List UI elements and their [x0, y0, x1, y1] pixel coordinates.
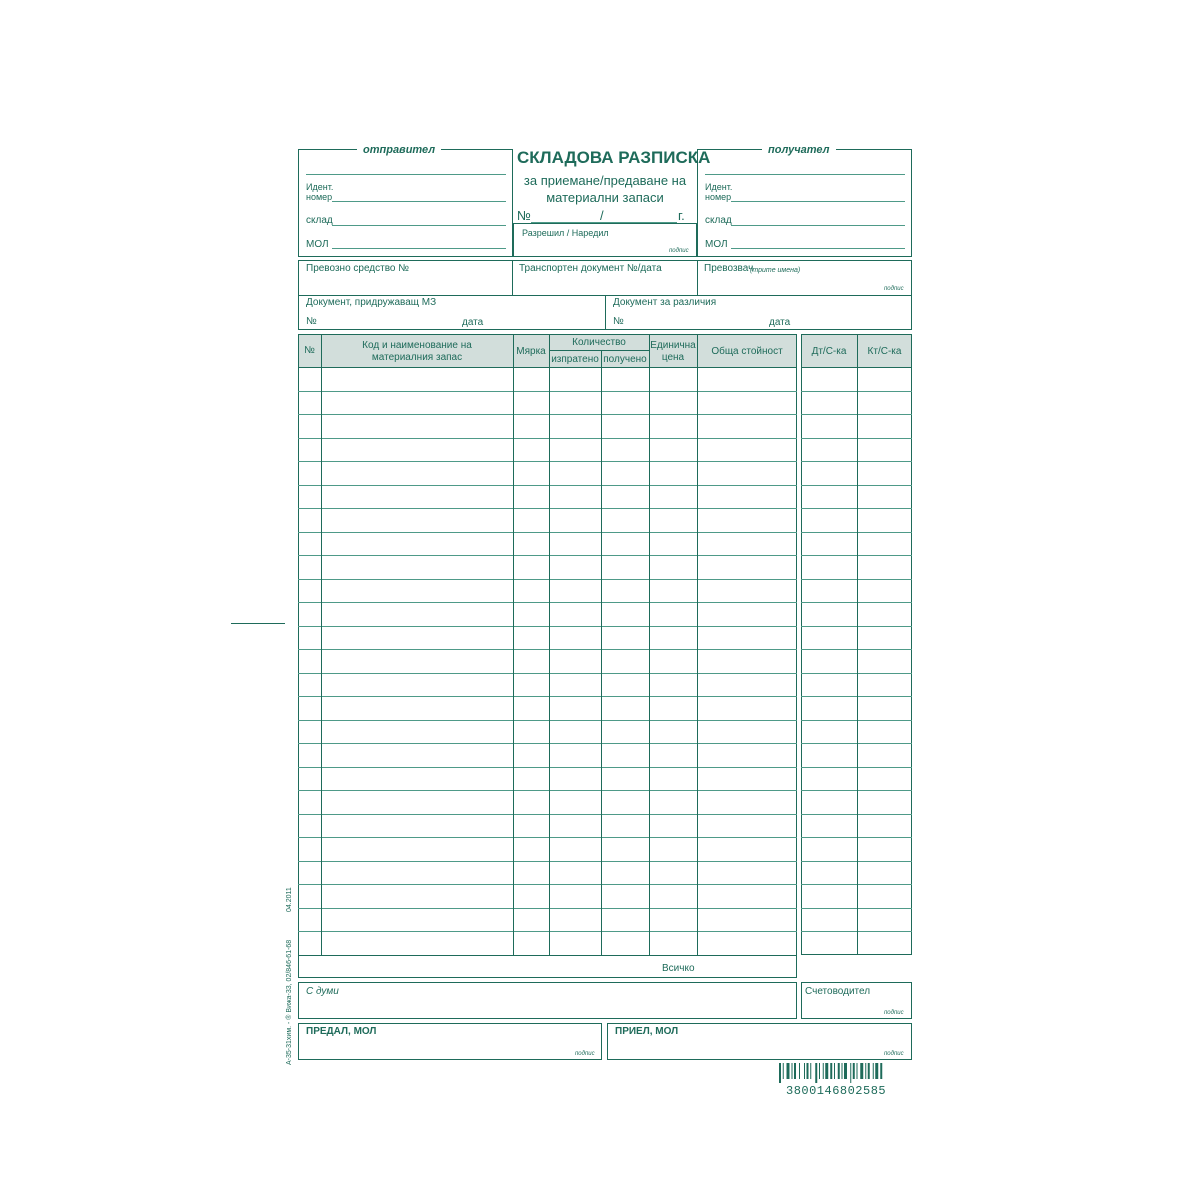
sender-ident-label2: номер — [306, 192, 333, 202]
table-row-line — [298, 649, 797, 650]
transport-div1 — [512, 260, 513, 295]
table-row-line — [298, 579, 797, 580]
sender-mol-line — [332, 248, 506, 249]
diff-doc-label: Документ за различия — [613, 297, 717, 308]
col-header-no: № — [304, 345, 315, 356]
table-row-line — [298, 720, 797, 721]
authorized-signature: подпис — [669, 248, 689, 254]
table-row-line — [298, 837, 797, 838]
receiver-mol-label: МОЛ — [705, 239, 728, 250]
col-header-qty: Количество — [572, 337, 626, 348]
table-col-line — [549, 334, 550, 955]
table-row-line — [298, 626, 797, 627]
barcode-number: 3800146802585 — [786, 1084, 887, 1098]
receiver-legend: получател — [762, 144, 836, 156]
col-header-total: Обща стойност — [711, 346, 783, 357]
sender-ident-line — [332, 201, 506, 202]
side-print-code: А-35-31хим. - ® Вижа-33, 02/846-61-68 — [286, 939, 293, 1065]
table-row-line — [298, 461, 797, 462]
carrier-signature: подпис — [884, 286, 904, 292]
table-row-line — [298, 884, 797, 885]
accompanying-doc-date: дата — [462, 317, 484, 328]
accountant-label: Счетоводител — [805, 986, 871, 997]
col-header-code-2: материалния запас — [371, 352, 463, 363]
sender-mol-label: МОЛ — [306, 239, 329, 250]
handed-label: ПРЕДАЛ, МОЛ — [306, 1026, 377, 1037]
sender-box — [298, 149, 513, 257]
table-row-line — [298, 602, 797, 603]
sender-warehouse-label: склад — [306, 215, 333, 226]
carrier-label: Превозвач — [704, 263, 754, 274]
table-row-line — [298, 908, 797, 909]
form-title: СКЛАДОВА РАЗПИСКА — [517, 148, 711, 167]
table-row-line — [298, 931, 797, 932]
in-words-label: С думи — [306, 986, 339, 997]
form-subtitle-2: материални запаси — [546, 190, 664, 205]
receiver-warehouse-line — [731, 225, 905, 226]
form-year: г. — [678, 208, 685, 223]
col-header-kt: Кт/С-ка — [867, 346, 902, 357]
receiver-ident-label1: Идент. — [705, 182, 733, 192]
table-row-line — [298, 790, 797, 791]
table-row-line — [298, 555, 797, 556]
diff-doc-no: № — [613, 316, 624, 327]
table-row-line — [298, 743, 797, 744]
qty-header-split — [549, 350, 649, 351]
table-row-line — [298, 414, 797, 415]
table-col-line — [697, 334, 698, 955]
docs-div — [605, 295, 606, 330]
col-header-dt: Дт/С-ка — [811, 346, 847, 357]
handed-signature: подпис — [575, 1051, 595, 1057]
sender-legend: отправител — [357, 144, 441, 156]
receiver-line — [705, 174, 905, 175]
table-row-line — [298, 508, 797, 509]
side-print-date: 04.2011 — [286, 887, 293, 912]
form-number-slash: / — [600, 208, 604, 223]
col-header-sent: изпратено — [551, 354, 599, 365]
col-header-code-1: Код и наименование на — [362, 340, 472, 351]
sender-line — [306, 174, 506, 175]
table-col-line — [513, 334, 514, 955]
authorized-label: Разрешил / Наредил — [522, 228, 609, 238]
col-header-unit: Мярка — [516, 346, 546, 357]
in-words-box — [298, 982, 797, 1019]
table-row-line — [298, 767, 797, 768]
receiver-mol-line — [731, 248, 905, 249]
header-bottom-main — [298, 367, 797, 368]
received-signature: подпис — [884, 1051, 904, 1057]
table-col-line — [649, 334, 650, 955]
receiver-ident-label2: номер — [705, 192, 732, 202]
accompanying-doc-no: № — [306, 316, 317, 327]
table-row-line — [298, 391, 797, 392]
sender-warehouse-line — [332, 225, 506, 226]
accountant-signature: подпис — [884, 1010, 904, 1016]
carrier-note: (трите имена) — [750, 267, 801, 274]
table-col-line — [321, 334, 322, 955]
table-row-line — [298, 438, 797, 439]
sender-ident-label1: Идент. — [306, 182, 334, 192]
receiver-ident-line — [731, 201, 905, 202]
accounts-col-line — [857, 334, 858, 955]
table-row-line — [298, 485, 797, 486]
table-row-line — [298, 814, 797, 815]
margin-mark — [231, 623, 285, 624]
receiver-warehouse-label: склад — [705, 215, 732, 226]
barcode-image — [779, 1063, 913, 1083]
transport-div2 — [697, 260, 698, 295]
diff-doc-date: дата — [769, 317, 791, 328]
received-label: ПРИЕЛ, МОЛ — [615, 1026, 679, 1037]
form-subtitle-1: за приемане/предаване на — [523, 173, 687, 188]
total-label: Всичко — [662, 963, 695, 974]
table-row-line — [298, 673, 797, 674]
items-table — [298, 334, 797, 978]
transport-doc-label: Транспортен документ №/дата — [519, 263, 662, 274]
col-header-received: получено — [603, 354, 647, 365]
table-col-line — [601, 350, 602, 955]
total-row-top — [298, 955, 797, 956]
table-row-line — [298, 696, 797, 697]
vehicle-label: Превозно средство № — [306, 263, 409, 274]
table-row-line — [298, 861, 797, 862]
table-row-line — [298, 532, 797, 533]
col-header-price-2: цена — [661, 352, 685, 363]
receiver-box — [697, 149, 912, 257]
form-number-sign: № — [517, 208, 531, 223]
accompanying-doc-label: Документ, придружаващ МЗ — [306, 297, 437, 308]
col-header-price-1: Единична — [650, 340, 696, 351]
